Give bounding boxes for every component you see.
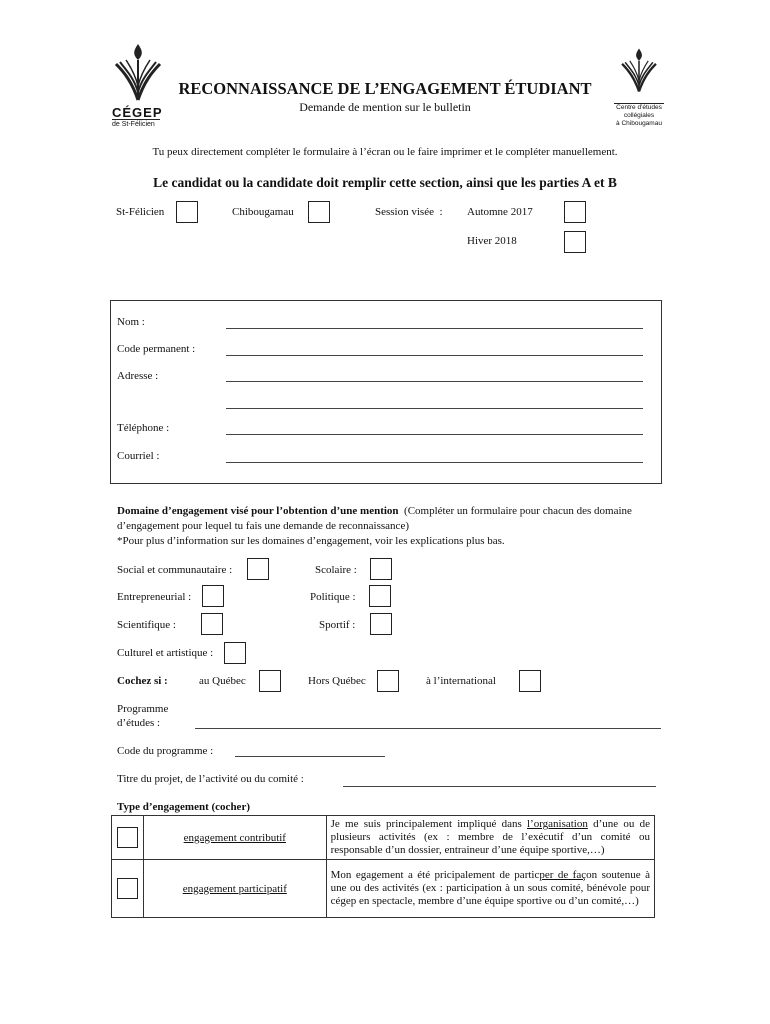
program-label-line2: d’études : — [117, 717, 161, 729]
scolaire-label: Scolaire : — [315, 564, 357, 576]
social-checkbox[interactable] — [247, 558, 269, 580]
campus-chibougamau-label: Chibougamau — [232, 206, 294, 218]
project-title-input[interactable] — [343, 786, 656, 787]
location-label: Cochez si : — [117, 675, 168, 687]
participatif-description: Mon egagement a été pricipalement de particper de façon soutenue à une ou des activités (ex : participation à un sous comité, bénévole pour cégep en spectacle, membre d’une équipe sportive ou d’un comité,…) — [326, 860, 654, 918]
engagement-type-table — [111, 815, 655, 918]
domain-heading: Domaine d’engagement visé pour l’obtention d’une mention — [117, 505, 399, 517]
politique-checkbox[interactable] — [369, 585, 391, 607]
name-input[interactable] — [226, 328, 643, 329]
quebec-checkbox[interactable] — [259, 670, 281, 692]
table-row — [112, 816, 655, 860]
contributif-checkbox[interactable] — [117, 827, 138, 848]
address-label: Adresse : — [117, 370, 159, 382]
logo-left-place: de St-Félicien — [112, 121, 155, 128]
hors-quebec-checkbox[interactable] — [377, 670, 399, 692]
contributif-description: Je me suis principalement impliqué dans l’organisation d’une ou de plusieurs activités (ex : membre de l’exécutif d’un comité ou responsable d’un dossier, entraineur d’une équipe sportive,…) — [326, 816, 654, 860]
culturel-checkbox[interactable] — [224, 642, 246, 664]
phone-input[interactable] — [226, 434, 643, 435]
session-winter-label: Hiver 2018 — [467, 235, 517, 247]
international-label: à l’international — [426, 675, 496, 687]
address-input-line1[interactable] — [226, 381, 643, 382]
international-checkbox[interactable] — [519, 670, 541, 692]
logo-right-line3: à Chibougamau — [616, 120, 662, 127]
sportif-label: Sportif : — [319, 619, 356, 631]
session-autumn-checkbox[interactable] — [564, 201, 586, 223]
permanent-code-input[interactable] — [226, 355, 643, 356]
session-winter-checkbox[interactable] — [564, 231, 586, 253]
page-subtitle: Demande de mention sur le bulletin — [299, 100, 471, 114]
page-title: RECONNAISSANCE DE L’ENGAGEMENT ÉTUDIANT — [178, 79, 592, 98]
email-label: Courriel : — [117, 450, 160, 462]
program-code-label: Code du programme : — [117, 745, 214, 757]
entrepreneurial-checkbox[interactable] — [202, 585, 224, 607]
campus-chibougamau-checkbox[interactable] — [308, 201, 330, 223]
address-input-line2[interactable] — [226, 408, 643, 409]
permanent-code-label: Code permanent : — [117, 343, 196, 355]
session-label: Session visée : — [375, 206, 443, 218]
table-row — [112, 860, 655, 918]
engagement-type-heading: Type d’engagement (cocher) — [117, 801, 250, 813]
contributif-label-cell — [143, 816, 326, 860]
politique-label: Politique : — [310, 591, 356, 603]
email-input[interactable] — [226, 462, 643, 463]
program-input[interactable] — [195, 728, 661, 729]
program-code-input[interactable] — [235, 756, 385, 757]
campus-st-felicien-label: St-Félicien — [116, 206, 165, 218]
domain-note-3: *Pour plus d’information sur les domaines d’engagement, voir les explications plus bas. — [117, 535, 505, 547]
project-title-label: Titre du projet, de l’activité ou du comité : — [117, 773, 304, 785]
participatif-checkbox-cell — [112, 860, 144, 918]
scientifique-label: Scientifique : — [117, 619, 176, 631]
session-autumn-label: Automne 2017 — [467, 206, 533, 218]
logo-left-name: CÉGEP — [112, 105, 163, 120]
participatif-checkbox[interactable] — [117, 878, 138, 899]
contributif-checkbox-cell — [112, 816, 144, 860]
culturel-label: Culturel et artistique : — [117, 647, 214, 659]
name-label: Nom : — [117, 316, 145, 328]
social-label: Social et communautaire : — [117, 564, 233, 576]
participatif-label-cell — [143, 860, 326, 918]
participatif-label: engagement participatif — [182, 882, 287, 895]
contributif-label: engagement contributif — [183, 831, 286, 844]
program-label-line1: Programme — [117, 703, 169, 715]
intro-text: Tu peux directement compléter le formulaire à l’écran ou le faire imprimer et le compléter manuellement. — [152, 146, 618, 158]
quebec-label: au Québec — [199, 675, 246, 687]
hors-quebec-label: Hors Québec — [308, 675, 366, 687]
domain-note-1: (Compléter un formulaire pour chacun des domaine — [398, 505, 632, 517]
domain-intro — [117, 504, 677, 549]
program-label — [117, 702, 168, 730]
section-heading: Le candidat ou la candidate doit remplir cette section, ainsi que les parties A et B — [153, 175, 617, 190]
entrepreneurial-label: Entrepreneurial : — [117, 591, 192, 603]
domain-note-2: d’engagement pour lequel tu fais une demande de reconnaissance) — [117, 520, 409, 532]
scolaire-checkbox[interactable] — [370, 558, 392, 580]
logo-right-line2: collégiales — [623, 112, 655, 119]
sportif-checkbox[interactable] — [370, 613, 392, 635]
phone-label: Téléphone : — [117, 422, 170, 434]
campus-st-felicien-checkbox[interactable] — [176, 201, 198, 223]
scientifique-checkbox[interactable] — [201, 613, 223, 635]
logo-right-line1: Centre d'études — [616, 104, 662, 111]
